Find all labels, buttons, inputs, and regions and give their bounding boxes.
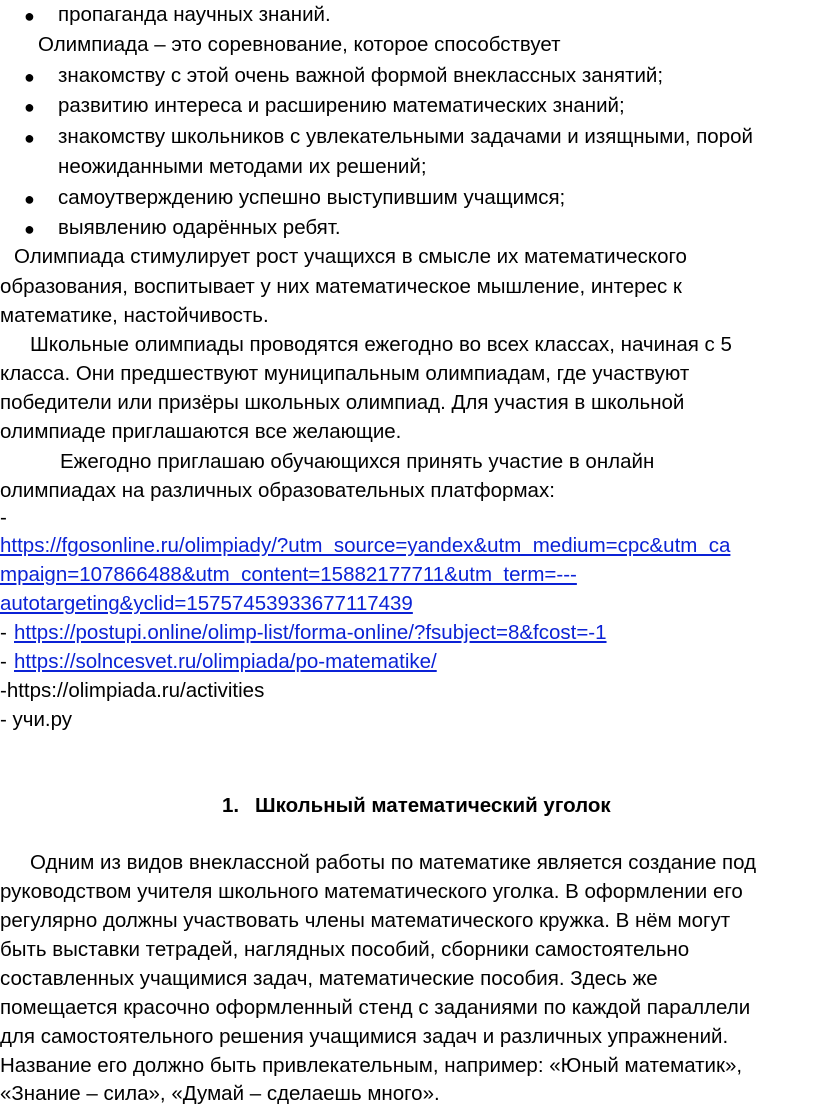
paragraph-line: образования, воспитывает у них математическое мышление, интерес к [0, 275, 682, 298]
dash: - [0, 621, 7, 644]
paragraph-line: «Знание – сила», «Думай – сделаешь много». [0, 1082, 440, 1105]
dash: - [0, 506, 7, 529]
paragraph-line: победители или призёры школьных олимпиад. Для участия в школьной [0, 391, 685, 414]
bullet-item: выявлению одарённых ребят. [58, 216, 341, 239]
paragraph-line: Олимпиада стимулирует рост учащихся в смысле их математического [14, 245, 687, 268]
paragraph-line: Одним из видов внеклассной работы по математике является создание под [30, 851, 757, 874]
paragraph-line: для самостоятельного решения учащимися задач и различных упражнений. [0, 1025, 729, 1048]
paragraph-line: Название его должно быть привлекательным, например: «Юный математик», [0, 1054, 743, 1077]
bullet-item: знакомству школьников с увлекательными задачами и изящными, порой [58, 125, 753, 148]
dash: - [0, 650, 7, 673]
link-solncesvet[interactable]: https://solncesvet.ru/olimpiada/po-matematike/ [14, 650, 437, 673]
paragraph-line: регулярно должны участвовать члены математического кружка. В нём могут [0, 909, 731, 932]
bullet-item: пропаганда научных знаний. [58, 3, 331, 26]
link-fgosonline-continued[interactable]: mpaign=107866488&utm_content=15882177711&utm_term=--- [0, 563, 577, 586]
bullet-icon: ● [24, 67, 35, 87]
paragraph-line: Ежегодно приглашаю обучающихся принять участие в онлайн [60, 450, 655, 473]
bullet-icon: ● [24, 128, 35, 148]
paragraph-line: олимпиаде приглашаются все желающие. [0, 420, 402, 443]
section-number: 1. [222, 794, 240, 817]
bullet-icon: ● [24, 97, 35, 117]
paragraph-line: класса. Они предшествуют муниципальным олимпиадам, где участвуют [0, 362, 690, 385]
paragraph-line: Школьные олимпиады проводятся ежегодно во всех классах, начиная с 5 [30, 333, 732, 356]
paragraph-line: быть выставки тетрадей, наглядных пособий, сборники самостоятельно [0, 938, 690, 961]
bullet-item: знакомству с этой очень важной формой внеклассных занятий; [58, 64, 664, 87]
olympiad-intro: Олимпиада – это соревнование, которое способствует [38, 33, 561, 56]
bullet-icon: ● [24, 219, 35, 239]
bullet-item: развитию интереса и расширению математических знаний; [58, 94, 625, 117]
link-postupi[interactable]: https://postupi.online/olimp-list/forma-online/?fsubject=8&fcost=-1 [14, 621, 607, 644]
paragraph-line: математике, настойчивость. [0, 304, 269, 327]
paragraph-line: составленных учащимися задач, математические пособия. Здесь же [0, 967, 658, 990]
section-title: Школьный математический уголок [255, 794, 611, 817]
olimpiada-ru-text: -https://olimpiada.ru/activities [0, 679, 265, 702]
bullet-item-continued: неожиданными методами их решений; [58, 155, 427, 178]
bullet-icon: ● [24, 189, 35, 209]
uchi-ru-text: - учи.ру [0, 708, 73, 731]
link-fgosonline-continued[interactable]: autotargeting&yclid=15757453933677117439 [0, 592, 413, 615]
paragraph-line: олимпиадах на различных образовательных платформах: [0, 479, 555, 502]
bullet-item: самоутверждению успешно выступившим учащимся; [58, 186, 566, 209]
link-fgosonline[interactable]: https://fgosonline.ru/olimpiady/?utm_source=yandex&utm_medium=cpc&utm_ca [0, 534, 731, 557]
bullet-icon: ● [24, 6, 35, 26]
paragraph-line: помещается красочно оформленный стенд с заданиями по каждой параллели [0, 996, 751, 1019]
paragraph-line: руководством учителя школьного математического уголка. В оформлении его [0, 880, 743, 903]
